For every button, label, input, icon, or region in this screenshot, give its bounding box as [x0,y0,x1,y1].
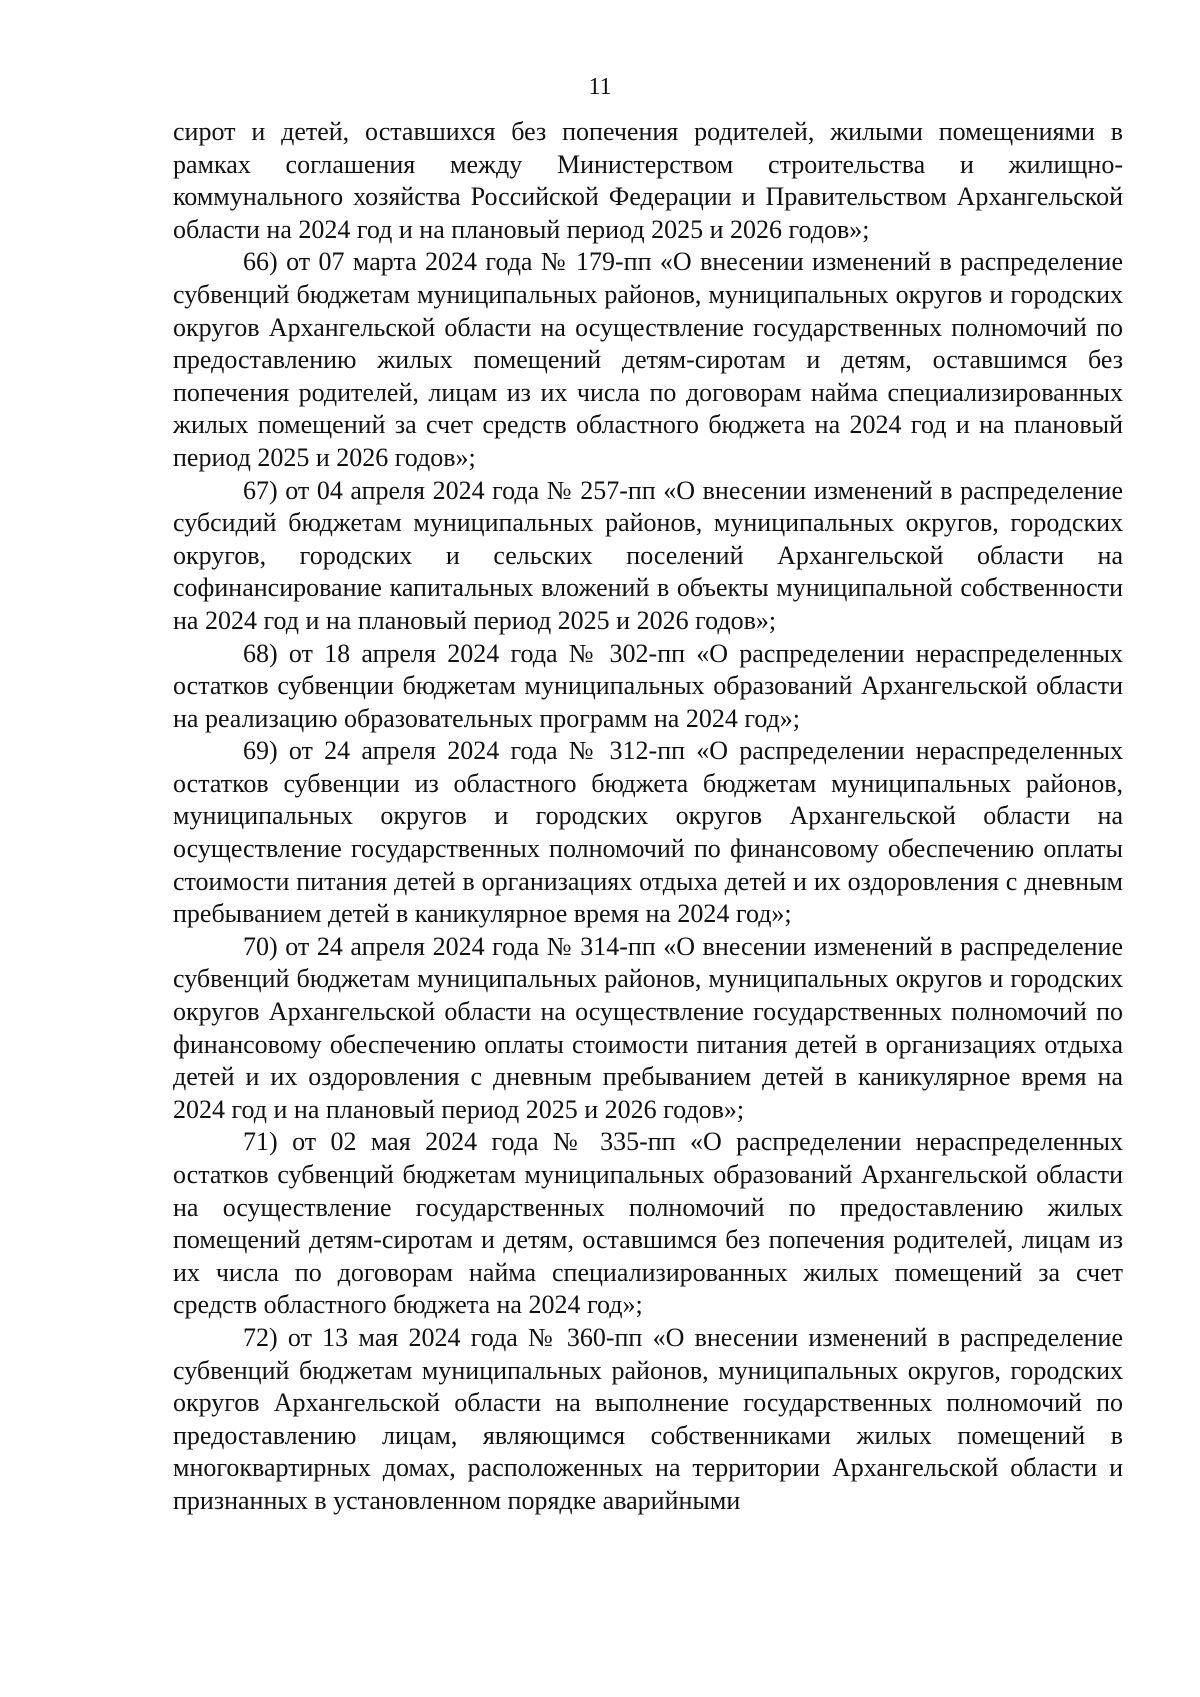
list-item-69: 69) от 24 апреля 2024 года № 312-пп «О распределении нераспределенных остатков субвенции из областного бюджета бюджетам муниципальных районов, муниципальных округов и городских округов Архангельской области на осуществление государственных полномочий по финансовому обеспечению оплаты стоимости питания детей в организациях отдыха детей и их оздоровления с дневным пребыванием детей в каникулярное время на 2024 год»; [173,736,1123,929]
document-body [173,116,1123,1518]
list-item-68: 68) от 18 апреля 2024 года № 302-пп «О распределении нераспределенных остатков субвенции бюджетам муниципальных образований Архангельской области на реализацию образовательных программ на 2024 год»; [173,638,1123,733]
list-item-71: 71) от 02 мая 2024 года № 335-пп «О распределении нераспределенных остатков субвенций бюджетам муниципальных образований Архангельской области на осуществление государственных полномочий по предоставлению жилых помещений детям-сиротам и детям, оставшимся без попечения родителей, лицам из их числа по договорам найма специализированных жилых помещений за счет средств областного бюджета на 2024 год»; [173,1127,1123,1320]
list-item-70: 70) от 24 апреля 2024 года № 314-пп «О внесении изменений в распределение субвенций бюджетам муниципальных районов, муниципальных округов и городских округов Архангельской области на осуществление государственных полномочий по финансовому обеспечению оплаты стоимости питания детей в организациях отдыха детей и их оздоровления с дневным пребыванием детей в каникулярное время на 2024 год и на плановый период 2025 и 2026 годов»; [173,931,1123,1124]
list-item-67: 67) от 04 апреля 2024 года № 257-пп «О внесении изменений в распределение субсидий бюджетам муниципальных районов, муниципальных округов, городских округов, городских и сельских поселений Архангельской области на софинансирование капитальных вложений в объекты муниципальной собственности на 2024 год и на плановый период 2025 и 2026 годов»; [173,475,1123,635]
paragraph-continuation: сирот и детей, оставшихся без попечения родителей, жилыми помещениями в рамках соглашения между Министерством строительства и жилищно-коммунального хозяйства Российской Федерации и Правительством Архангельской области на 2024 год и на плановый период 2025 и 2026 годов»; [173,117,1123,244]
list-item-72: 72) от 13 мая 2024 года № 360-пп «О внесении изменений в распределение субвенций бюджетам муниципальных районов, муниципальных округов, городских округов Архангельской области на выполнение государственных полномочий по предоставлению лицам, являющимся собственниками жилых помещений в многоквартирных домах, расположенных на территории Архангельской области и признанных в установленном порядке аварийными [173,1322,1123,1515]
list-item-66: 66) от 07 марта 2024 года № 179-пп «О внесении изменений в распределение субвенций бюджетам муниципальных районов, муниципальных округов и городских округов Архангельской области на осуществление государственных полномочий по предоставлению жилых помещений детям-сиротам и детям, оставшимся без попечения родителей, лицам из их числа по договорам найма специализированных жилых помещений за счет средств областного бюджета на 2024 год и на плановый период 2025 и 2026 годов»; [173,247,1123,472]
page-number: 11 [588,74,612,100]
